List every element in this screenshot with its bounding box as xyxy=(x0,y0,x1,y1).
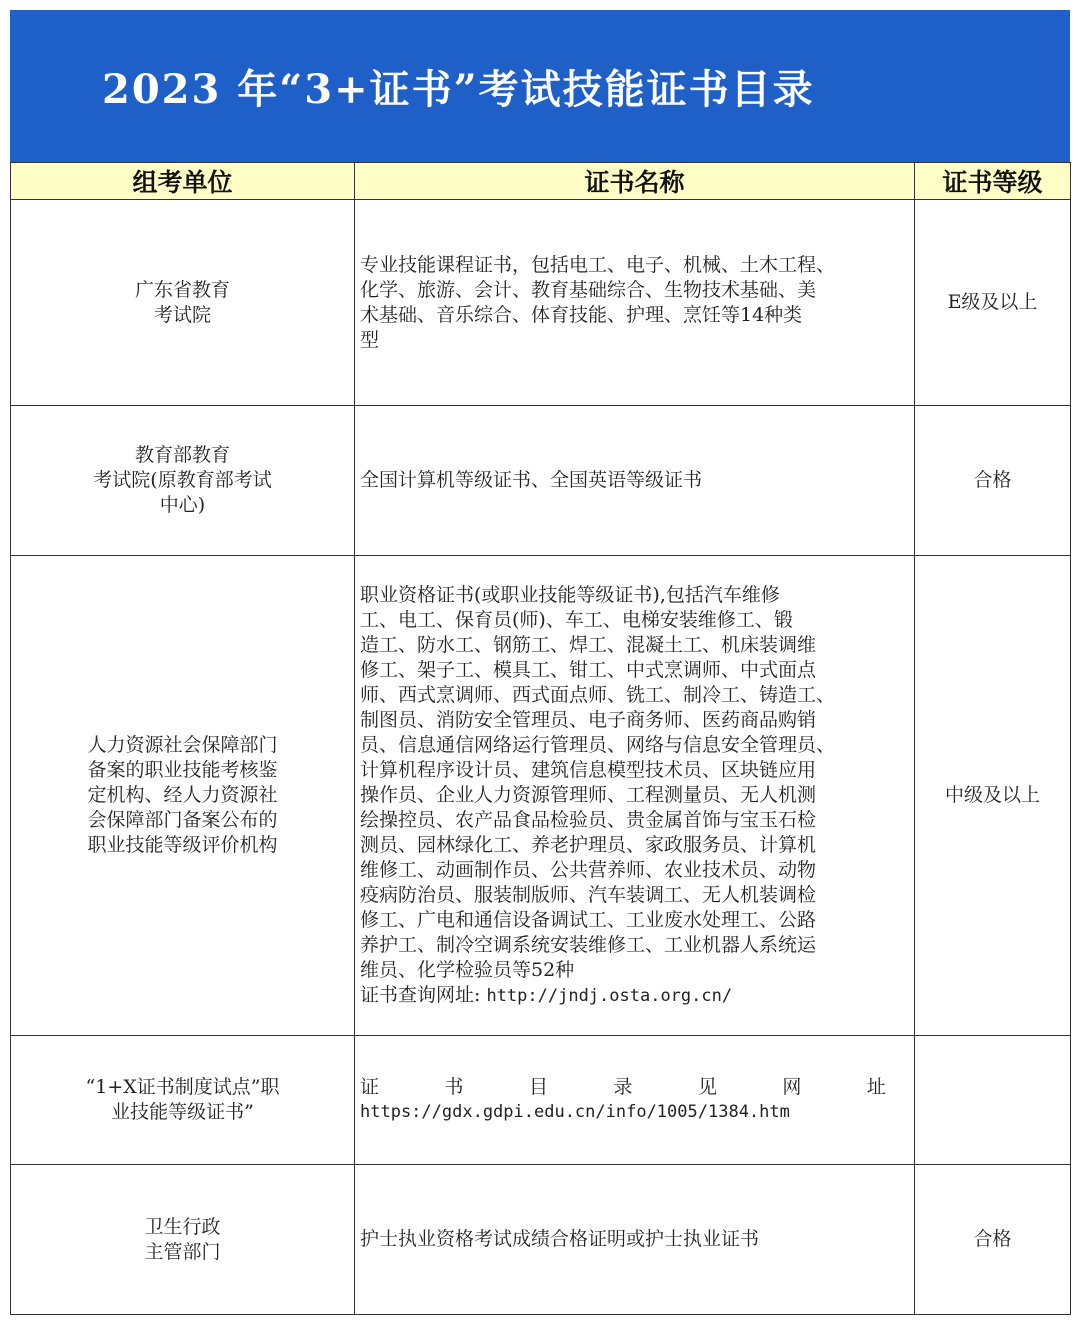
spread-char: 书 xyxy=(444,1076,464,1098)
cert-line: 造工、防水工、钢筋工、焊工、混凝土工、机床装调维 xyxy=(360,633,817,656)
spread-char: 目 xyxy=(528,1076,548,1098)
cert-line: 员、信息通信网络运行管理员、网络与信息安全管理员、 xyxy=(360,733,836,756)
cert-line: 修工、广电和通信设备调试工、工业废水处理工、公路 xyxy=(360,908,817,931)
certificate-table xyxy=(10,162,1071,1315)
level-cell: E级及以上 xyxy=(915,200,1071,406)
org-cell xyxy=(11,200,355,406)
cert-line: 职业资格证书(或职业技能等级证书),包括汽车维修 xyxy=(360,583,780,606)
cert-line: 计算机程序设计员、建筑信息模型技术员、区块链应用 xyxy=(360,758,817,781)
org-line: 人力资源社会保障部门 xyxy=(87,734,278,756)
cert-cell xyxy=(355,200,915,406)
cert-url-link[interactable]: http://jndj.osta.org.cn/ xyxy=(486,985,733,1006)
table-header-row xyxy=(11,163,1071,200)
level-cell xyxy=(915,1036,1071,1165)
org-cell xyxy=(11,556,355,1036)
org-line: 考试院 xyxy=(153,303,211,326)
org-line: 职业技能等级评价机构 xyxy=(87,834,278,856)
org-line: 备案的职业技能考核鉴 xyxy=(87,759,278,781)
spread-char: 见 xyxy=(697,1076,717,1098)
cert-line: 维员、化学检验员等52种 xyxy=(360,958,575,981)
cert-line: 专业技能课程证书，包括电工、电子、机械、土木工程、 xyxy=(360,253,836,276)
cert-line: 术基础、音乐综合、体育技能、护理、烹饪等14种类 xyxy=(360,303,803,326)
cert-line: 工、电工、保育员(师)、车工、电梯安装维修工、锻 xyxy=(360,608,793,631)
cert-line: 化学、旅游、会计、教育基础综合、生物技术基础、美 xyxy=(360,278,817,301)
cert-url-line xyxy=(360,983,906,1009)
org-line: 卫生行政 xyxy=(144,1215,221,1238)
cert-url-label: 证书查询网址: xyxy=(360,983,481,1006)
cert-line: 维修工、动画制作员、公共营养师、农业技术员、动物 xyxy=(360,858,817,881)
cert-line: 养护工、制冷空调系统安装维修工、工业机器人系统运 xyxy=(360,933,817,956)
cert-line: 护士执业资格考试成绩合格证明或护士执业证书 xyxy=(360,1228,760,1250)
org-cell xyxy=(11,1036,355,1165)
title-banner xyxy=(10,10,1070,162)
cert-line: 绘操控员、农产品食品检验员、贵金属首饰与宝玉石检 xyxy=(360,808,817,831)
org-line: 教育部教育 xyxy=(134,444,230,466)
header-level: 证书等级 xyxy=(915,163,1071,200)
org-line: 中心) xyxy=(159,494,206,516)
spread-char: 网 xyxy=(782,1076,802,1098)
table-row xyxy=(11,556,1071,1036)
org-line: 会保障部门备案公布的 xyxy=(87,809,278,831)
org-cell xyxy=(11,406,355,556)
header-org: 组考单位 xyxy=(11,163,355,200)
cert-line: 操作员、企业人力资源管理师、工程测量员、无人机测 xyxy=(360,783,817,806)
org-line: 广东省教育 xyxy=(134,278,230,301)
table-row xyxy=(11,1036,1071,1165)
table-row xyxy=(11,1165,1071,1315)
document xyxy=(10,10,1070,1315)
cert-url-link[interactable]: https://gdx.gdpi.edu.cn/info/1005/1384.htm xyxy=(360,1102,790,1122)
cert-line: 型 xyxy=(360,328,380,351)
page-title: 2023 年“3+证书”考试技能证书目录 xyxy=(102,65,815,113)
cert-line: 测员、园林绿化工、养老护理员、家政服务员、计算机 xyxy=(360,833,817,856)
level-cell: 合格 xyxy=(915,406,1071,556)
cert-line: 师、西式烹调师、西式面点师、铣工、制冷工、铸造工、 xyxy=(360,683,836,706)
cert-cell xyxy=(355,406,915,556)
org-line: 考试院(原教育部考试 xyxy=(93,469,272,491)
cert-spread-line xyxy=(360,1075,906,1100)
level-cell: 合格 xyxy=(915,1165,1071,1315)
cert-line: 制图员、消防安全管理员、电子商务师、医药商品购销 xyxy=(360,708,817,731)
cert-line: 全国计算机等级证书、全国英语等级证书 xyxy=(360,469,703,491)
org-line: 定机构、经人力资源社 xyxy=(87,784,278,806)
cert-line: 疫病防治员、服装制版师、汽车装调工、无人机装调检 xyxy=(360,883,817,906)
table-row xyxy=(11,406,1071,556)
spread-char: 址 xyxy=(866,1076,886,1098)
cert-line: 修工、架子工、模具工、钳工、中式烹调师、中式面点 xyxy=(360,658,817,681)
header-cert: 证书名称 xyxy=(355,163,915,200)
org-line: 主管部门 xyxy=(144,1240,221,1263)
org-line: 业技能等级证书” xyxy=(111,1101,254,1123)
spread-char: 证 xyxy=(360,1076,380,1098)
table-row xyxy=(11,200,1071,406)
cert-cell xyxy=(355,1036,915,1165)
spread-char: 录 xyxy=(613,1076,633,1098)
org-line: “1+X证书制度试点”职 xyxy=(85,1076,280,1098)
level-cell: 中级及以上 xyxy=(915,556,1071,1036)
cert-cell xyxy=(355,556,915,1036)
cert-cell xyxy=(355,1165,915,1315)
org-cell xyxy=(11,1165,355,1315)
